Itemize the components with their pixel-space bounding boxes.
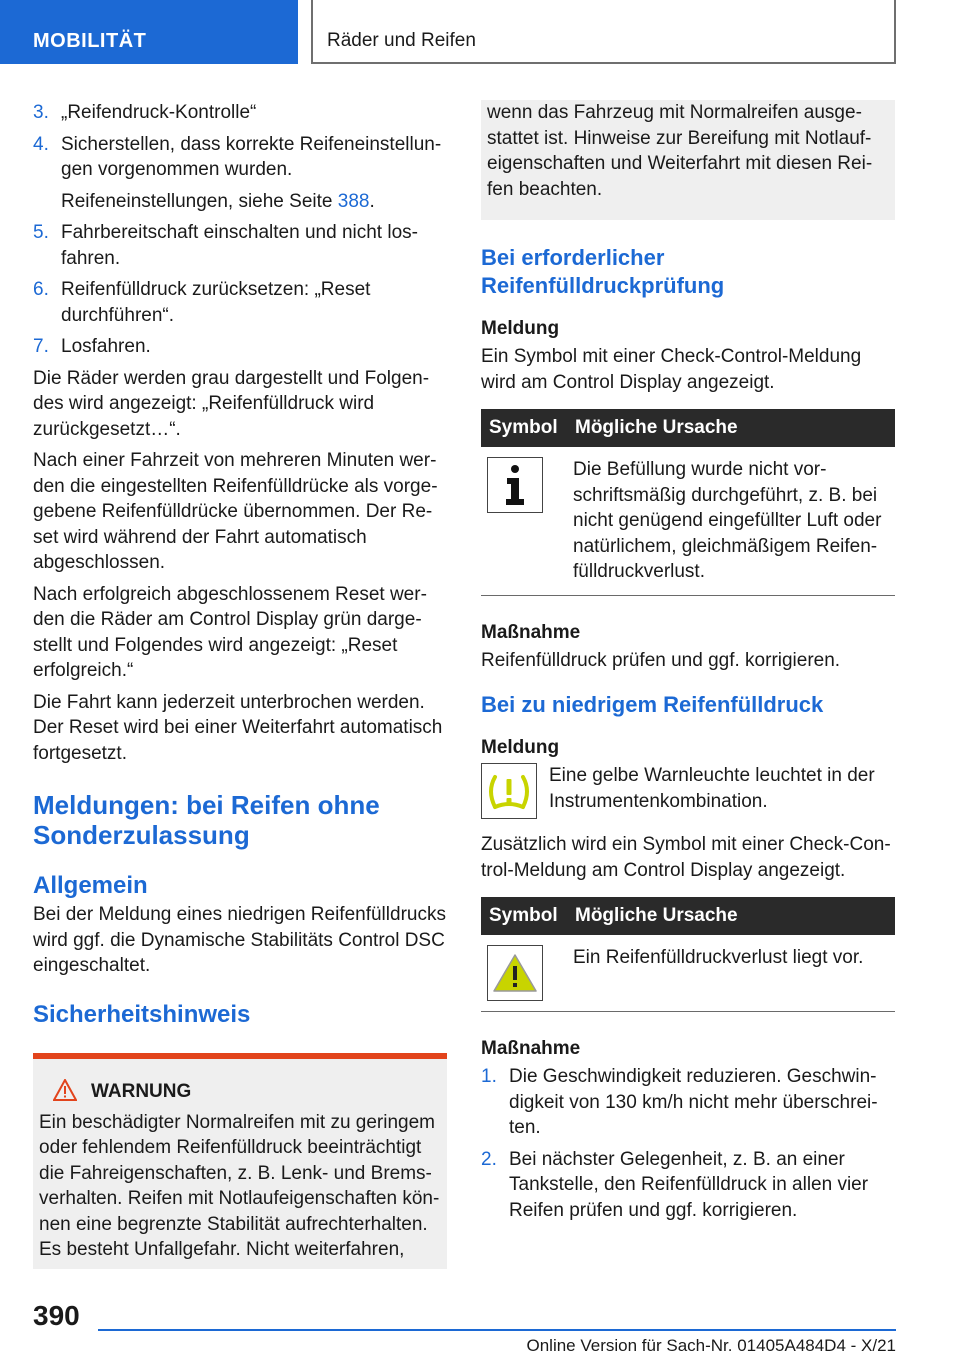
paragraph: Nach einer Fahrzeit von mehreren Minuten werden die eingestellten Reifenfülldrücke als vorgegebene Reifenfülldrücke übernommen. Der Reset wird während der Fahrt automatisch abgeschlossen. [33, 450, 438, 573]
action-text: Reifenfülldruck prüfen und ggf. korrigieren. [481, 649, 841, 671]
step-number: 2. [481, 1148, 497, 1170]
step-number: 6. [33, 279, 49, 300]
col-cause: Mögliche Ursache [567, 897, 895, 935]
col-symbol: Symbol [481, 897, 567, 935]
label-action-low: Maßnahme [481, 1038, 581, 1059]
step-number: 3. [33, 102, 49, 123]
step-text: Fahrbereitschaft einschalten und nicht losfahren. [61, 222, 418, 269]
left-column [33, 100, 447, 1269]
symbol-table-low [481, 897, 895, 1012]
warning-triangle-icon [487, 945, 543, 1001]
paragraph: Die Fahrt kann jederzeit unterbrochen werden. Der Reset wird bei einer Weiterfahrt automatisch fortgesetzt. [33, 691, 443, 764]
step-text: Losfahren. [61, 336, 151, 357]
subheading-general: Allgemein [33, 872, 148, 899]
reference-text: Reifeneinstellungen, siehe Seite [61, 190, 338, 212]
symbol-table-check [481, 409, 895, 596]
lamp-text: Eine gelbe Warnleuchte leuchtet in der Instrumentenkombination. [549, 765, 875, 812]
header-chapter: Räder und Reifen [311, 0, 896, 64]
col-cause: Mögliche Ursache [567, 409, 895, 447]
step-number: 7. [33, 336, 49, 357]
label-message: Meldung [481, 318, 560, 339]
general-text: Bei der Meldung eines niedrigen Reifenfülldrucks wird ggf. die Dynamische Stabilitäts Control DSC eingeschaltet. [33, 904, 446, 976]
warning-triangle-icon [53, 1079, 77, 1106]
step-number: 5. [33, 222, 49, 243]
label-action: Maßnahme [481, 621, 581, 643]
warning-text: Ein beschädigter Normalreifen mit zu geringem oder fehlendem Reifenfülldruck beeinträchtigt die Fahreigenschaften, z. B. Lenk- und Bremsverhalten. Reifen mit Notlaufeigenschaften können eine begrenzte Stabilität aufrechterhalten. Es besteht Unfallgefahr. Nicht weiterfahren, [39, 1111, 440, 1260]
step-text: „Reifendruck-Kontrolle“ [61, 102, 257, 123]
page-reference [33, 189, 447, 215]
list-item [33, 132, 447, 183]
heading-check-required: Bei erforderlicher Reifenfülldruckprüfung [481, 245, 725, 298]
warning-title: WARNUNG [91, 1081, 192, 1102]
list-item [33, 334, 447, 360]
list-item [33, 220, 447, 271]
paragraph: Die Räder werden grau dargestellt und Folgendes wird angezeigt: „Reifenfülldruck wird zurückgesetzt…“. [33, 367, 430, 440]
list-item [481, 1147, 895, 1224]
warning-header [39, 1079, 441, 1106]
step-text: Reifenfülldruck zurücksetzen: „Reset durchführen“. [61, 279, 371, 326]
cause-cell: Ein Reifenfülldruckverlust liegt vor. [567, 935, 895, 1012]
cause-cell: Die Befüllung wurde nicht vorschriftsmäßig durchgeführt, z. B. bei nicht genügend eingefüllter Luft oder natürlichem, gleichmäßigem Reifenfülldruckverlust. [567, 447, 895, 595]
heading-low-pressure: Bei zu niedrigem Reifenfülldruck [481, 692, 824, 717]
steps-list-a [33, 100, 447, 183]
list-item [481, 1064, 895, 1141]
list-item [33, 277, 447, 328]
step-number: 1. [481, 1066, 497, 1087]
symbol-cell [481, 935, 567, 1012]
list-item [33, 100, 447, 126]
lamp-row [481, 763, 895, 824]
check-message-text: Ein Symbol mit einer Check-Control-Meldung wird am Control Display angezeigt. [481, 346, 862, 393]
page-number: 390 [33, 1300, 80, 1331]
paragraph: Nach erfolgreich abgeschlossenem Reset werden die Räder am Control Display grün dargestellt und Folgendes wird angezeigt: „Reset erfolgreich.“ [33, 583, 427, 681]
symbol-cell [481, 447, 567, 595]
table-row [481, 447, 895, 595]
info-icon [487, 457, 543, 513]
reference-end: . [369, 190, 375, 212]
step-text: Sicherstellen, dass korrekte Reifeneinstellungen vorgenommen wurden. [61, 133, 442, 180]
step-text: Bei nächster Gelegenheit, z. B. an einer Tankstelle, den Reifenfülldruck in allen vier Reifen prüfen und ggf. korrigieren. [509, 1148, 869, 1221]
warning-box [33, 1053, 447, 1269]
step-number: 4. [33, 133, 49, 155]
header-section: MOBILITÄT [0, 0, 298, 64]
additional-text: Zusätzlich wird ein Symbol mit einer Check-Control-Meldung am Control Display angezeigt. [481, 834, 891, 881]
low-steps-list [481, 1064, 895, 1223]
page-link-388[interactable]: 388 [337, 190, 370, 212]
section-heading: Meldungen: bei Reifen ohne Sonderzulassung [33, 790, 380, 850]
label-message-low: Meldung [481, 737, 560, 758]
warning-continuation-text: wenn das Fahrzeug mit Normalreifen ausgestattet ist. Hinweise zur Bereifung mit Notlaufeigenschaften und Weiterfahrt mit diesen Reifen beachten. [487, 102, 873, 200]
steps-list-b [33, 220, 447, 360]
subheading-safety: Sicherheitshinweis [33, 1000, 251, 1028]
warning-continuation [481, 100, 895, 220]
right-column [481, 100, 895, 1229]
footer-divider [98, 1329, 896, 1331]
step-text: Die Geschwindigkeit reduzieren. Geschwindigkeit von 130 km/h nicht mehr überschreiten. [509, 1066, 878, 1138]
table-row [481, 935, 895, 1012]
footer-text: Online Version für Sach-Nr. 01405A484D4 - X/21 [526, 1336, 896, 1355]
col-symbol: Symbol [481, 409, 567, 447]
tire-pressure-warning-lamp-icon [481, 763, 537, 824]
